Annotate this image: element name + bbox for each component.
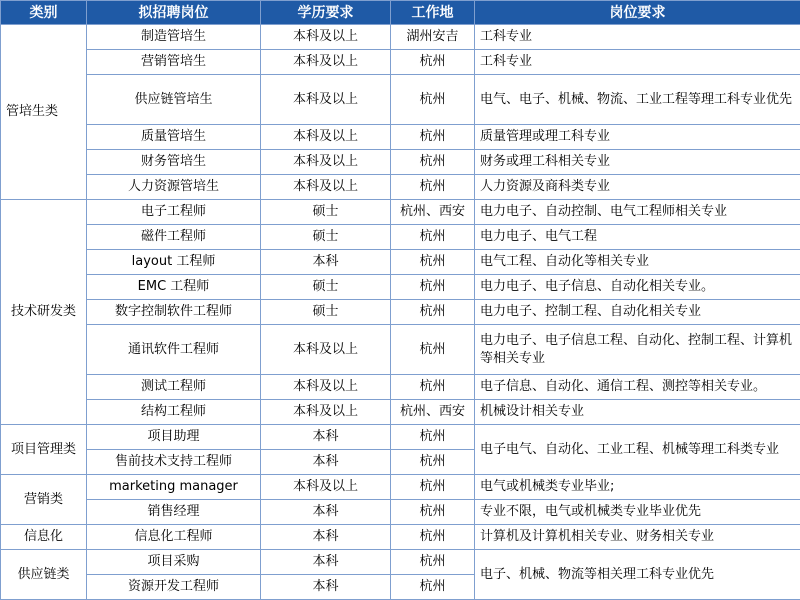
position-cell: 质量管培生 [87, 125, 261, 150]
location-cell: 杭州 [391, 250, 475, 275]
requirement-cell: 电力电子、电子信息、自动化相关专业。 [475, 275, 800, 300]
position-cell: 人力资源管培生 [87, 175, 261, 200]
requirement-cell: 电子电气、自动化、工业工程、机械等理工科类专业 [475, 425, 800, 475]
education-cell: 本科及以上 [261, 25, 391, 50]
position-cell: 数字控制软件工程师 [87, 300, 261, 325]
table-row [1, 225, 800, 250]
table-row [1, 300, 800, 325]
position-cell: 销售经理 [87, 500, 261, 525]
category-cell: 技术研发类 [1, 200, 87, 425]
header-requirement: 岗位要求 [475, 1, 800, 25]
requirement-cell: 电力电子、自动控制、电气工程师相关专业 [475, 200, 800, 225]
education-cell: 本科 [261, 525, 391, 550]
location-cell: 杭州 [391, 275, 475, 300]
position-cell: 资源开发工程师 [87, 575, 261, 600]
header-position: 拟招聘岗位 [87, 1, 261, 25]
table-row [1, 525, 800, 550]
table-row [1, 400, 800, 425]
education-cell: 本科及以上 [261, 475, 391, 500]
requirement-cell: 人力资源及商科类专业 [475, 175, 800, 200]
table-row [1, 550, 800, 575]
location-cell: 杭州 [391, 575, 475, 600]
position-cell: 营销管培生 [87, 50, 261, 75]
requirement-cell: 电力电子、电子信息工程、自动化、控制工程、计算机等相关专业 [475, 325, 800, 375]
table-row [1, 500, 800, 525]
table-row [1, 475, 800, 500]
category-cell: 供应链类 [1, 550, 87, 600]
requirement-cell: 电气或机械类专业毕业; [475, 475, 800, 500]
position-cell: 通讯软件工程师 [87, 325, 261, 375]
table-row [1, 25, 800, 50]
location-cell: 杭州 [391, 550, 475, 575]
education-cell: 本科及以上 [261, 375, 391, 400]
location-cell: 杭州、西安 [391, 200, 475, 225]
position-cell: 信息化工程师 [87, 525, 261, 550]
table-row [1, 375, 800, 400]
education-cell: 本科及以上 [261, 175, 391, 200]
requirement-cell: 电子信息、自动化、通信工程、测控等相关专业。 [475, 375, 800, 400]
location-cell: 杭州 [391, 325, 475, 375]
location-cell: 杭州 [391, 525, 475, 550]
education-cell: 本科及以上 [261, 75, 391, 125]
position-cell: 售前技术支持工程师 [87, 450, 261, 475]
location-cell: 杭州 [391, 300, 475, 325]
position-cell: EMC 工程师 [87, 275, 261, 300]
position-cell: 项目采购 [87, 550, 261, 575]
header-education: 学历要求 [261, 1, 391, 25]
table-row [1, 200, 800, 225]
requirement-cell: 电气工程、自动化等相关专业 [475, 250, 800, 275]
table-row [1, 250, 800, 275]
position-cell: 供应链管培生 [87, 75, 261, 125]
position-cell: 财务管培生 [87, 150, 261, 175]
position-cell: 项目助理 [87, 425, 261, 450]
education-cell: 本科及以上 [261, 125, 391, 150]
location-cell: 杭州 [391, 175, 475, 200]
table-row [1, 175, 800, 200]
education-cell: 本科及以上 [261, 150, 391, 175]
education-cell: 本科 [261, 550, 391, 575]
header-row [1, 1, 800, 25]
location-cell: 杭州 [391, 225, 475, 250]
table-row [1, 75, 800, 125]
table-row [1, 425, 800, 450]
education-cell: 本科 [261, 450, 391, 475]
table-row [1, 125, 800, 150]
education-cell: 本科 [261, 425, 391, 450]
education-cell: 硕士 [261, 225, 391, 250]
requirement-cell: 电力电子、电气工程 [475, 225, 800, 250]
location-cell: 湖州安吉 [391, 25, 475, 50]
location-cell: 杭州 [391, 375, 475, 400]
header-location: 工作地 [391, 1, 475, 25]
position-cell: 电子工程师 [87, 200, 261, 225]
education-cell: 本科 [261, 250, 391, 275]
education-cell: 本科 [261, 575, 391, 600]
requirement-cell: 财务或理工科相关专业 [475, 150, 800, 175]
requirement-cell: 质量管理或理工科专业 [475, 125, 800, 150]
location-cell: 杭州 [391, 500, 475, 525]
requirement-cell: 工科专业 [475, 25, 800, 50]
position-cell: 结构工程师 [87, 400, 261, 425]
requirement-cell: 工科专业 [475, 50, 800, 75]
location-cell: 杭州 [391, 450, 475, 475]
requirement-cell: 专业不限，电气或机械类专业毕业优先 [475, 500, 800, 525]
requirement-cell: 电气、电子、机械、物流、工业工程等理工科专业优先 [475, 75, 800, 125]
position-cell: 测试工程师 [87, 375, 261, 400]
category-cell: 信息化 [1, 525, 87, 550]
category-cell: 项目管理类 [1, 425, 87, 475]
position-cell: layout 工程师 [87, 250, 261, 275]
location-cell: 杭州 [391, 425, 475, 450]
location-cell: 杭州 [391, 50, 475, 75]
position-cell: marketing manager [87, 475, 261, 500]
requirement-cell: 电力电子、控制工程、自动化相关专业 [475, 300, 800, 325]
location-cell: 杭州 [391, 150, 475, 175]
education-cell: 本科及以上 [261, 50, 391, 75]
requirement-cell: 电子、机械、物流等相关理工科专业优先 [475, 550, 800, 600]
location-cell: 杭州 [391, 75, 475, 125]
position-cell: 磁件工程师 [87, 225, 261, 250]
education-cell: 本科及以上 [261, 325, 391, 375]
education-cell: 硕士 [261, 300, 391, 325]
table-row [1, 325, 800, 375]
requirement-cell: 机械设计相关专业 [475, 400, 800, 425]
table-row [1, 275, 800, 300]
education-cell: 硕士 [261, 275, 391, 300]
location-cell: 杭州 [391, 125, 475, 150]
education-cell: 本科及以上 [261, 400, 391, 425]
position-cell: 制造管培生 [87, 25, 261, 50]
table-row [1, 150, 800, 175]
education-cell: 本科 [261, 500, 391, 525]
location-cell: 杭州、西安 [391, 400, 475, 425]
requirement-cell: 计算机及计算机相关专业、财务相关专业 [475, 525, 800, 550]
header-category: 类别 [1, 1, 87, 25]
location-cell: 杭州 [391, 475, 475, 500]
category-cell: 管培生类 [1, 25, 87, 200]
table-row [1, 50, 800, 75]
category-cell: 营销类 [1, 475, 87, 525]
education-cell: 硕士 [261, 200, 391, 225]
